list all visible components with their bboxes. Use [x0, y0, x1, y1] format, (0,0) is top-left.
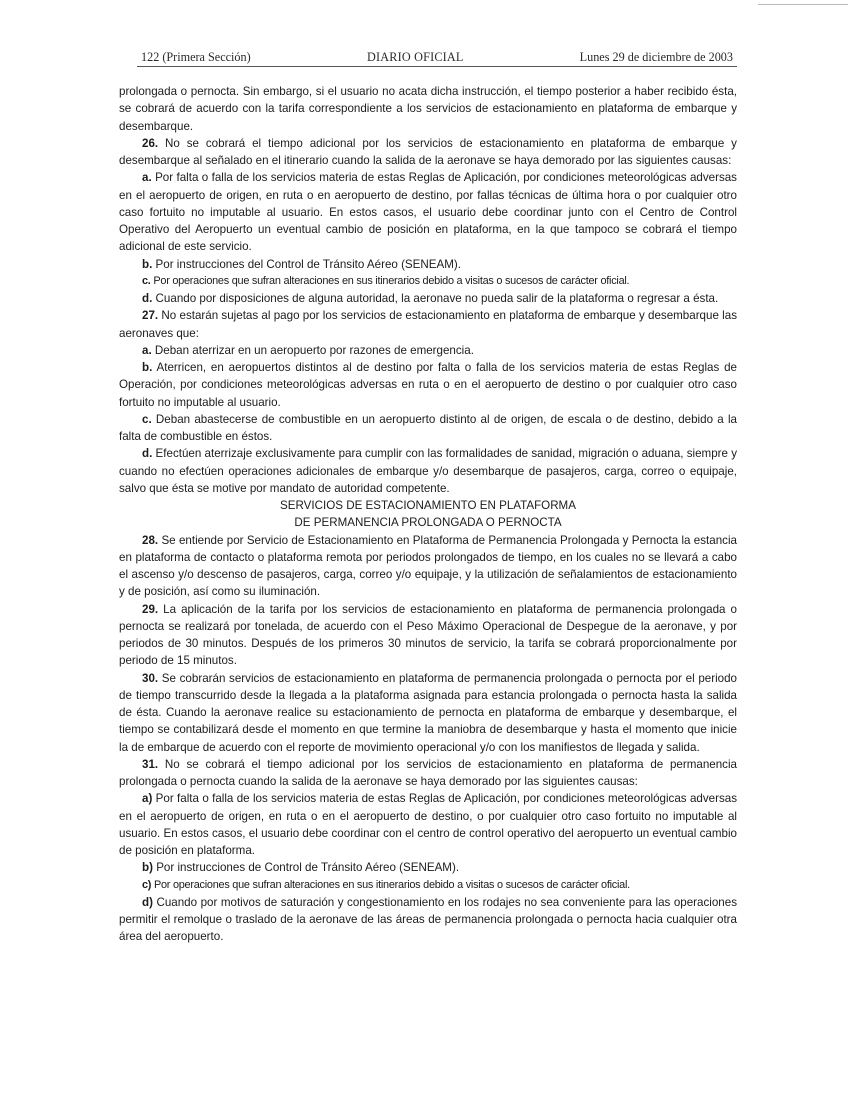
document-body: [119, 83, 737, 946]
item-31d: d) Cuando por motivos de saturación y congestionamiento en los rodajes no sea conveniente para las operaciones permitir el remolque o traslado de la aeronave de las áreas de permanencia prolongada o pernocta hacia cualquier otra área del aeropuerto.: [119, 895, 737, 944]
header-rule: [137, 66, 737, 67]
section-title-line2: DE PERMANENCIA PROLONGADA O PERNOCTA: [294, 516, 562, 530]
item-26c: c. Por operaciones que sufran alteraciones en sus itinerarios debido a visitas o sucesos de carácter oficial.: [142, 274, 630, 287]
item-31c: c) Por operaciones que sufran alteraciones en sus itinerarios debido a visitas o sucesos de carácter oficial.: [142, 878, 630, 891]
item-31b: b) Por instrucciones de Control de Tránsito Aéreo (SENEAM).: [142, 861, 460, 875]
page-header: [119, 50, 737, 67]
article-31: 31. No se cobrará el tiempo adicional por los servicios de estacionamiento en plataforma de permanencia prolongada o pernocta cuando la salida de la aeronave se haya demorado por las siguientes causas:: [119, 757, 737, 788]
item-27d: d. Efectúen aterrizaje exclusivamente para cumplir con las formalidades de sanidad, migración o aduana, siempre y cuando no efectúen operaciones adicionales de embarque y/o desembarque de pasajeros, carga, correo o equipaje, salvo que ésta se motive por mandato de autoridad competente.: [119, 447, 737, 495]
item-26b: b. Por instrucciones del Control de Tránsito Aéreo (SENEAM).: [142, 257, 461, 271]
article-28: 28. Se entiende por Servicio de Estacionamiento en Plataforma de Permanencia Prolongada y Pernocta la estancia en plataforma de contacto o plataforma remota por periodos prolongados de tiempo, en los cuales no se llevará a cabo el ascenso y/o descenso de pasajeros, carga, correo y/o equipaje, y la utilización de señalamientos de estacionamiento y de posición, así como su iluminación.: [119, 533, 737, 599]
item-27b: b. Aterricen, en aeropuertos distintos al de destino por falta o falla de los servicios materia de estas Reglas de Operación, por condiciones meteorológicas adversas en ruta o en el aeropuerto de destino o por cualquier otro caso fortuito no imputable al usuario.: [119, 361, 737, 409]
item-31a: a) Por falta o falla de los servicios materia de estas Reglas de Aplicación, por condiciones meteorológicas adversas en el aeropuerto de origen, en ruta o en el aeropuerto de destino, o por cualquier otro caso fortuito no imputable al usuario. En estos casos, el usuario debe coordinar con el centro de control operativo del aeropuerto un eventual cambio de posición en plataforma.: [119, 792, 737, 857]
scan-edge-line: [758, 4, 848, 5]
section-title-line1: SERVICIOS DE ESTACIONAMIENTO EN PLATAFORMA: [280, 499, 576, 512]
article-27: 27. No estarán sujetas al pago por los servicios de estacionamiento en plataforma de embarque y desembarque las aeronaves que:: [119, 309, 737, 340]
page-number-section: 122 (Primera Sección): [141, 50, 251, 64]
item-27c: c. Deban abastecerse de combustible en un aeropuerto distinto al de origen, de escala o de destino, debido a la falta de combustible en éstos.: [119, 412, 737, 443]
item-27a: a. Deban aterrizar en un aeropuerto por razones de emergencia.: [142, 343, 474, 357]
publication-date: Lunes 29 de diciembre de 2003: [579, 50, 733, 64]
publication-title: DIARIO OFICIAL: [367, 50, 464, 64]
article-29: 29. La aplicación de la tarifa por los servicios de estacionamiento en plataforma de permanencia prolongada o pernocta se realizará por tonelada, de acuerdo con el Peso Máximo Operacional de Despegue de la aeronave, y por periodos de 30 minutos. Después de los primeros 30 minutos de servicio, la tarifa se cobrará proporcionalmente por periodo de 15 minutos.: [119, 602, 737, 668]
item-26a: a. Por falta o falla de los servicios materia de estas Reglas de Aplicación, por condiciones meteorológicas adversas en el aeropuerto de origen, en ruta o en aeropuerto de destino, por fallas técnicas de última hora o por cualquier otro caso fortuito no imputable al usuario. En estos casos, el usuario debe coordinar junto con el Centro de Control Operativo del Aeropuerto un eventual cambio de posición en plataforma, en la que tampoco se cobrará el tiempo adicional de este servicio.: [119, 171, 737, 254]
paragraph: prolongada o pernocta. Sin embargo, si el usuario no acata dicha instrucción, el tiempo posterior a haber recibido ésta, se cobrará de acuerdo con la tarifa correspondiente a los servicios de estacionamiento en plataforma de embarque y desembarque.: [119, 85, 737, 133]
document-page: [119, 50, 737, 946]
article-30: 30. Se cobrarán servicios de estacionamiento en plataforma de permanencia prolongada o pernocta por el periodo de tiempo transcurrido desde la llegada a la plataforma asignada para estancia prolongada o pernocta hasta la salida de ésta. Cuando la aeronave realice su estacionamiento de pernocta en plataforma de embarque y desembarque, el tiempo se contabilizará desde el momento en que termine la maniobra de desembarque y hasta el momento que inicie la de embarque de acuerdo con el reporte de movimiento operacional y/o con los manifiestos de llegada y salida.: [119, 671, 737, 754]
item-26d: d. Cuando por disposiciones de alguna autoridad, la aeronave no pueda salir de la plataforma o regresar a ésta.: [142, 292, 719, 305]
article-26: 26. No se cobrará el tiempo adicional por los servicios de estacionamiento en plataforma de embarque y desembarque al señalado en el itinerario cuando la salida de la aeronave se haya demorado por las siguientes causas:: [119, 136, 737, 167]
